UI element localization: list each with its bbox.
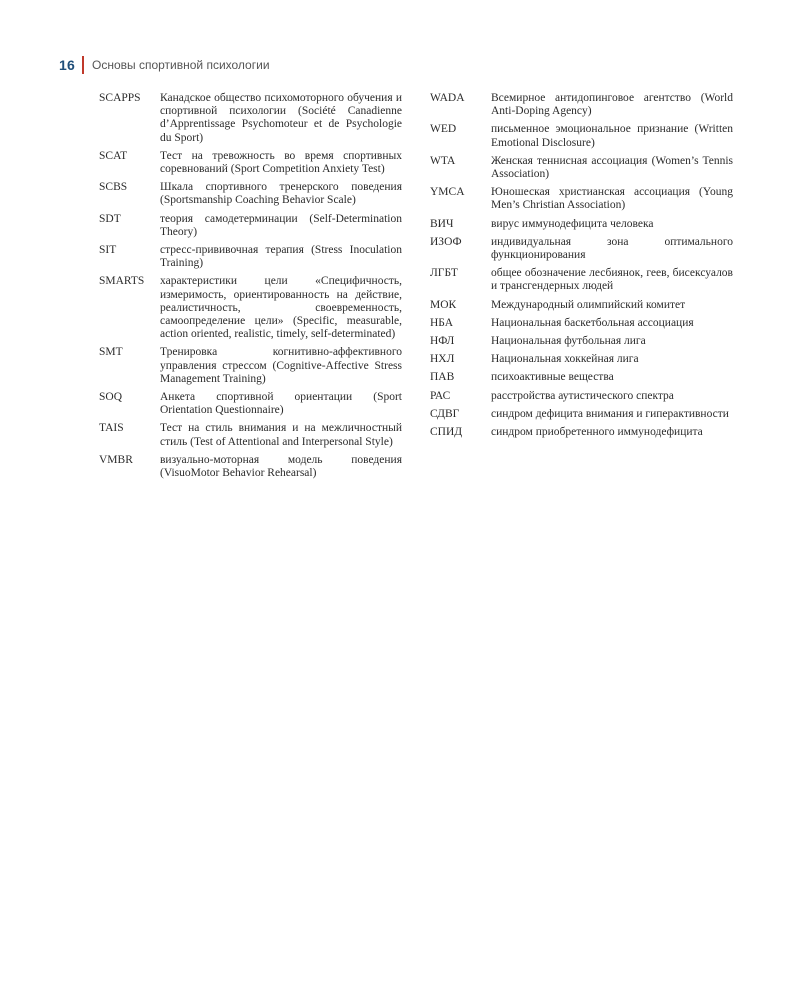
abbreviation: НБА xyxy=(430,316,454,329)
abbreviation-entry xyxy=(99,181,402,207)
abbreviation-entry xyxy=(430,218,733,231)
abbreviation-entry xyxy=(99,454,402,480)
abbreviation-definition: Юношеская христианская ассоциация (Young Men’s Christian Association) xyxy=(491,186,733,212)
abbreviation-definition: Международный олимпийский комитет xyxy=(491,298,686,311)
abbreviation-entry xyxy=(430,317,733,330)
abbreviation-definition: расстройства аутистического спектра xyxy=(491,389,674,402)
abbreviation-definition: индивидуальная зона оптимального функционирования xyxy=(491,235,733,262)
abbreviation: TAIS xyxy=(99,422,124,435)
abbreviation: WED xyxy=(430,123,457,136)
abbreviation: НХЛ xyxy=(430,353,455,366)
abbreviation: SOQ xyxy=(99,391,123,404)
abbreviation-entry xyxy=(99,92,402,145)
running-head xyxy=(59,56,270,74)
abbreviation-entry xyxy=(430,353,733,366)
abbreviation-definition: письменное эмоциональное признание (Written Emotional Disclosure) xyxy=(491,123,733,149)
abbreviation-entry xyxy=(99,422,402,448)
abbreviation: SCAPPS xyxy=(99,92,141,104)
abbreviation-definition: стресс-прививочная терапия (Stress Inoculation Training) xyxy=(160,244,402,270)
abbreviation-definition: психоактивные вещества xyxy=(491,371,614,384)
abbreviation-entry xyxy=(430,299,733,312)
abbreviation-definition: синдром приобретенного иммунодефицита xyxy=(491,426,703,439)
abbreviation-definition: характеристики цели «Специфичность, измеримость, ориентированность на действие, реалистичность, своевременность, самоопределение цели» (Specific, measurable, action oriented, realistic, timely, self-determinated) xyxy=(160,275,402,341)
abbreviation: SCAT xyxy=(99,149,128,162)
abbreviation-definition: Тест на стиль внимания и на межличностный стиль (Test of Attentional and Interpersonal Style) xyxy=(160,422,402,448)
abbreviation: СПИД xyxy=(430,426,463,439)
abbreviation: ВИЧ xyxy=(430,217,454,230)
abbreviation: WADA xyxy=(430,92,465,104)
abbreviation: VMBR xyxy=(99,453,133,466)
abbreviation-entry xyxy=(99,213,402,239)
abbreviation: YMCA xyxy=(430,186,465,199)
abbreviation: СДВГ xyxy=(430,407,460,420)
book-title: Основы спортивной психологии xyxy=(91,58,270,72)
abbreviation-definition: визуально-моторная модель поведения (VisuoMotor Behavior Rehearsal) xyxy=(160,453,402,480)
abbreviation-definition: Национальная футбольная лига xyxy=(491,335,646,348)
abbreviation-entry xyxy=(99,346,402,386)
abbreviation-entry xyxy=(430,335,733,348)
abbreviation-definition: Шкала спортивного тренерского поведения (Sportsmanship Coaching Behavior Scale) xyxy=(160,181,402,207)
abbreviation-entry xyxy=(430,236,733,262)
abbreviation-definition: Национальная баскетбольная ассоциация xyxy=(491,316,694,329)
abbreviation-entry xyxy=(99,275,402,341)
abbreviation: НФЛ xyxy=(430,335,455,348)
abbreviation-definition: теория самодетерминации (Self-Determination Theory) xyxy=(160,212,402,238)
abbreviation: SDT xyxy=(99,212,121,225)
abbreviation: SCBS xyxy=(99,181,128,194)
abbreviation-definition: синдром дефицита внимания и гиперактивности xyxy=(491,407,729,420)
abbreviations-left-column xyxy=(99,92,402,485)
abbreviation-definition: Тест на тревожность во время спортивных соревнований (Sport Competition Anxiety Test) xyxy=(160,149,402,176)
abbreviation-entry xyxy=(430,155,733,181)
abbreviation-entry xyxy=(430,123,733,149)
header-divider xyxy=(82,56,84,74)
abbreviation-definition: общее обозначение лесбиянок, геев, бисексуалов и трансгендерных людей xyxy=(491,267,733,293)
abbreviation-entry xyxy=(430,92,733,118)
abbreviation: WTA xyxy=(430,154,456,167)
abbreviation: МОК xyxy=(430,298,457,311)
abbreviation-definition: Анкета спортивной ориентации (Sport Orientation Questionnaire) xyxy=(160,391,402,417)
abbreviation: РАС xyxy=(430,389,451,402)
abbreviation: ЛГБТ xyxy=(430,267,458,280)
page-number: 16 xyxy=(59,57,75,73)
abbreviation-definition: Женская теннисная ассоциация (Women’s Tennis Association) xyxy=(491,154,733,181)
abbreviation-entry xyxy=(430,186,733,212)
abbreviation: SIT xyxy=(99,244,117,257)
abbreviation-definition: Всемирное антидопинговое агентство (World Anti-Doping Agency) xyxy=(491,92,733,118)
abbreviation-definition: Канадское общество психомоторного обучения и спортивной психологии (Société Canadienne d’Apprentissage Psychomoteur et de Psychologie du Sport) xyxy=(160,92,402,144)
abbreviation: ПАВ xyxy=(430,371,455,384)
abbreviation: SMARTS xyxy=(99,275,145,288)
abbreviation-definition: Тренировка когнитивно-аффективного управления стрессом (Cognitive-Affective Stress Management Training) xyxy=(160,346,402,385)
abbreviations-right-column xyxy=(430,92,733,444)
abbreviation: ИЗОФ xyxy=(430,235,462,248)
abbreviation-entry xyxy=(430,371,733,384)
abbreviation-entry xyxy=(99,244,402,270)
abbreviation-entry xyxy=(99,391,402,417)
abbreviation-entry xyxy=(430,408,733,421)
abbreviation-entry xyxy=(430,390,733,403)
abbreviation-entry xyxy=(430,426,733,439)
abbreviation-definition: Национальная хоккейная лига xyxy=(491,353,639,366)
abbreviation: SMT xyxy=(99,346,123,359)
abbreviation-entry xyxy=(99,150,402,176)
abbreviation-definition: вирус иммунодефицита человека xyxy=(491,217,654,230)
abbreviation-entry xyxy=(430,267,733,293)
